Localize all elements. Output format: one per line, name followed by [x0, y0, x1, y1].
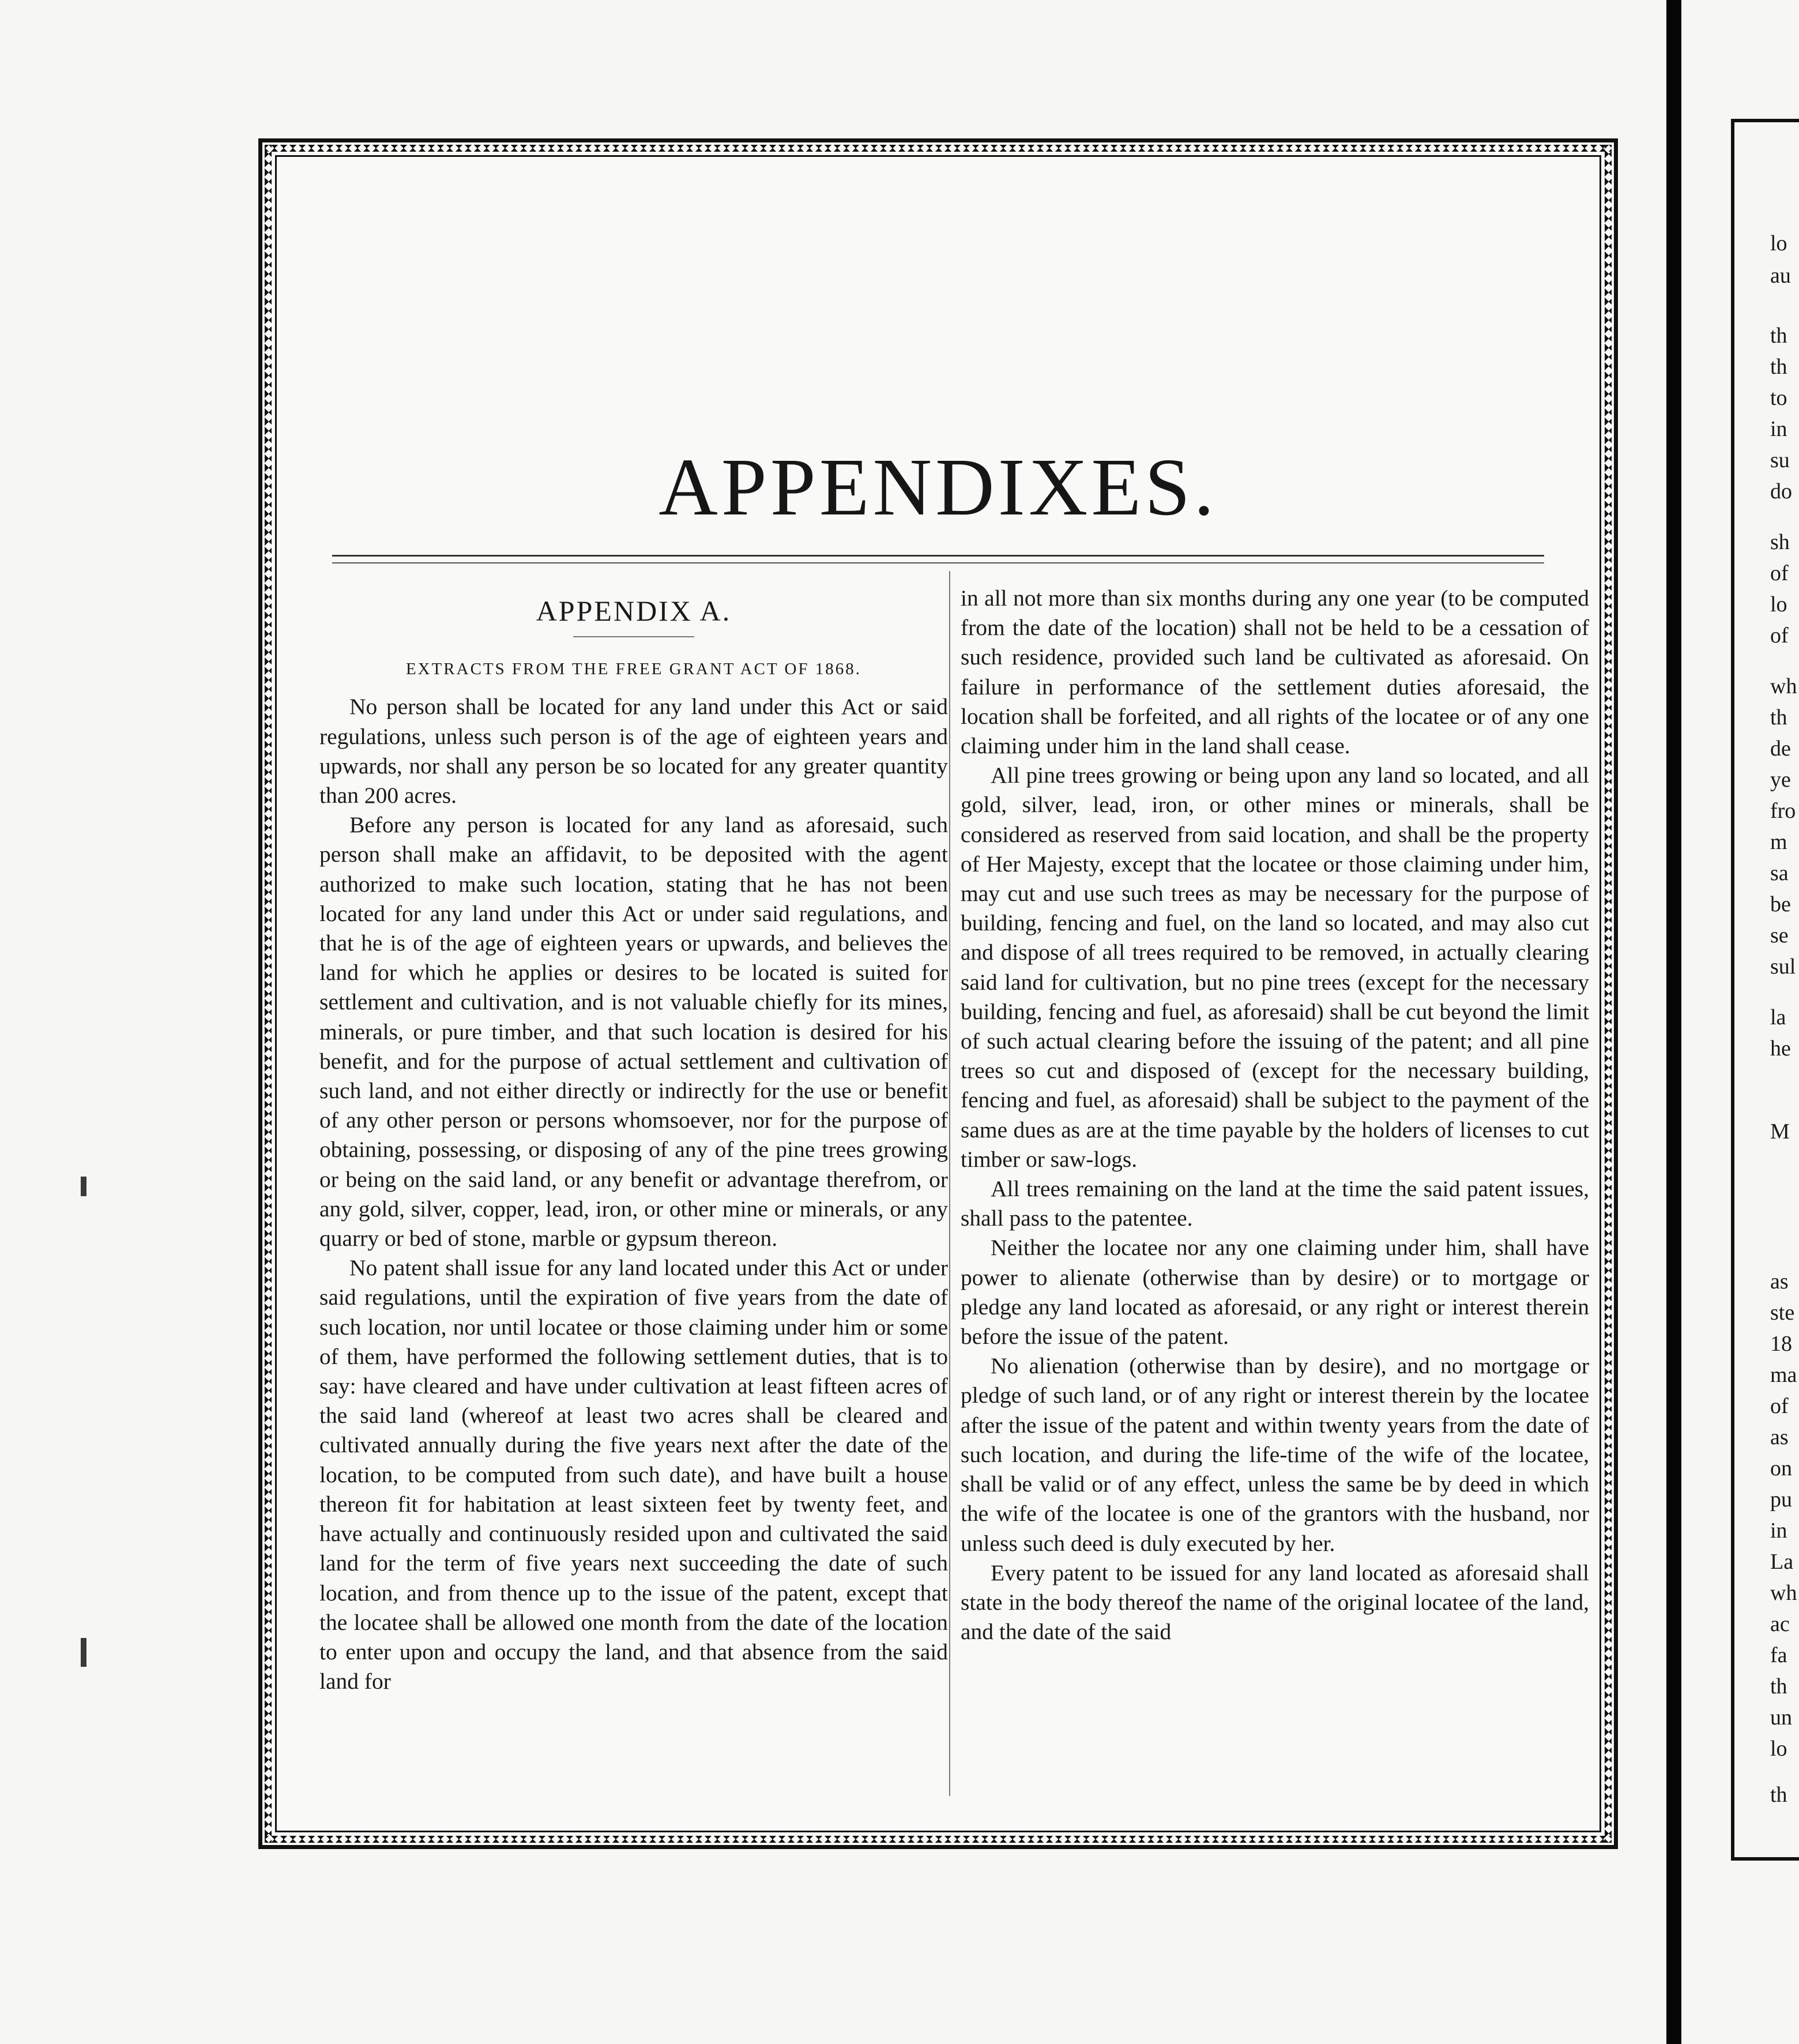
- right-page-fragment: M: [1770, 1119, 1790, 1144]
- right-page-fragment: th: [1770, 1674, 1787, 1699]
- right-page-fragment: au: [1770, 264, 1791, 288]
- right-page-fragment: th: [1770, 705, 1787, 730]
- paragraph: No patent shall issue for any land located under this Act or under said regulations, until the expiration of five years from the date of such location, nor until locatee or those claiming under him or some of them, have performed the following settlement duties, that is to say: have cleared and have under cultivation at least fifteen acres of the said land (whereof at least two acres shall be cleared and cultivated annually during the five years next after the date of the location, to be computed from such date), and have built a house thereon fit for habitation at least sixteen feet by twenty feet, and have actually and continuously resided upon and cultivated the said land for the term of five years next succeeding the date of such location, and from thence up to the issue of the patent, except that the locatee shall be allowed one month from the date of the location to enter upon and occupy the land, and that absence from the said land for: [319, 1255, 948, 1694]
- right-page-fragment: th: [1770, 355, 1787, 379]
- right-page-fragment: La: [1770, 1550, 1794, 1574]
- border-pattern-right: [1605, 145, 1612, 1843]
- appendix-heading: APPENDIX A.: [536, 595, 732, 627]
- paragraph: No alienation (otherwise than by desire), and no mortgage or pledge of such land, or of any right or interest therein by the locatee after the issue of the patent and within twenty years from the date of such location, and during the life-time of the wife of the locatee, shall be valid or of any effect, unless the same be by deed in which the wife of the locatee is one of the grantors with the husband, nor unless such deed is duly executed by her.: [961, 1353, 1589, 1556]
- right-page-fragment: wh: [1770, 1581, 1797, 1605]
- right-page-fragment: of: [1770, 623, 1789, 648]
- page-title: APPENDIXES.: [658, 441, 1218, 533]
- right-page-fragment: pu: [1770, 1487, 1792, 1512]
- border-pattern-bottom: [265, 1836, 1612, 1843]
- paragraph: Every patent to be issued for any land located as aforesaid shall state in the body thereof the name of the original locatee of the land, and the date of the said: [961, 1560, 1589, 1645]
- paragraph: All trees remaining on the land at the time the said patent issues, shall pass to the patentee.: [961, 1176, 1589, 1231]
- right-page-fragment: ma: [1770, 1363, 1797, 1387]
- decorative-page-border: [258, 138, 1618, 1849]
- right-page-fragment: ste: [1770, 1301, 1795, 1325]
- right-page-fragment: be: [1770, 892, 1791, 916]
- paragraph: Neither the locatee nor any one claiming under him, shall have power to alienate (otherwise than by desire) or to mortgage or pledge any land located as aforesaid, or any right or interest therein before the issue of the patent.: [961, 1235, 1589, 1350]
- right-page-fragment: do: [1770, 479, 1792, 504]
- border-pattern-left: [265, 145, 272, 1843]
- right-page-fragment: th: [1770, 324, 1787, 348]
- right-page-fragment: sh: [1770, 530, 1790, 554]
- paragraph: Before any person is located for any land as aforesaid, such person shall make an affidavit, to be deposited with the agent authorized to make such location, stating that he has not been located for any land under this Act or under said regulations, and that he is of the age of eighteen years or upwards, and believes the land for which he applies or desires to be located is suited for settlement and cultivation, and is not valuable chiefly for its mines, minerals, or pure timber, and that such location is desired for his benefit, and for the purpose of actual settlement and cultivation of such land, and not either directly or indirectly for the use or benefit of any other person or persons whomsoever, nor for the purpose of obtaining, possessing, or disposing of any of the pine trees growing or being on the said land, or any benefit or advantage therefrom, or any gold, silver, copper, lead, iron, or other mine or minerals, or any quarry or bed of stone, marble or gypsum thereon.: [319, 812, 948, 1252]
- right-page-fragment: la: [1770, 1005, 1786, 1029]
- right-page-fragment: fro: [1770, 799, 1796, 823]
- right-page: [1681, 0, 1799, 2044]
- right-page-fragment: to: [1770, 386, 1787, 410]
- right-page-fragment: de: [1770, 737, 1791, 761]
- paragraph: in all not more than six months during any one year (to be computed from the date of the location) shall not be held to be a cessation of such residence, provided such land be cultivated as aforesaid. On failure in performance of the settlement duties aforesaid, the location shall be forfeited, and all rights of the locatee or of any one claiming under him in the land shall cease.: [961, 585, 1589, 759]
- right-page-fragment: fa: [1770, 1643, 1787, 1667]
- right-page-fragment: of: [1770, 1394, 1789, 1418]
- paragraph: No person shall be located for any land under this Act or said regulations, unless such person is of the age of eighteen years and upwards, nor shall any person be so located for any greater quantity than 200 acres.: [319, 694, 948, 809]
- right-page-fragment: ye: [1770, 768, 1791, 792]
- right-page-fragment: sul: [1770, 955, 1796, 979]
- binding-mark: [81, 1638, 86, 1667]
- right-page-fragment: su: [1770, 448, 1790, 472]
- right-page-fragment: as: [1770, 1425, 1789, 1449]
- right-page-fragment: he: [1770, 1036, 1791, 1061]
- heading-rule: [573, 636, 694, 637]
- paragraph: All pine trees growing or being upon any land so located, and all gold, silver, lead, iron, or other mines or minerals, shall be considered as reserved from said location, and shall be the property of Her Majesty, except that the locatee or those claiming under him, may cut and use such trees as may be necessary for the purpose of building, fencing and fuel, on the land so located, and may also cut and dispose of all trees required to be removed, in actually clearing said land for cultivation, but no pine trees (except for the necessary building, fencing and fuel, as aforesaid) shall be cut beyond the limit of such actual clearing before the issuing of the patent; and all pine trees so cut and disposed of (except for the necessary building, fencing and fuel, as aforesaid) shall be subject to the payment of the same dues as are at the time payable by the holders of licenses to cut timber or saw-logs.: [961, 762, 1589, 1172]
- right-page-fragment: m: [1770, 830, 1787, 854]
- border-pattern-top: [265, 145, 1612, 152]
- right-page-fragment: lo: [1770, 1737, 1787, 1761]
- right-page-fragment: un: [1770, 1705, 1792, 1730]
- right-page-fragment: as: [1770, 1269, 1789, 1294]
- right-page-fragment: sa: [1770, 861, 1789, 885]
- book-gutter: [1666, 0, 1681, 2044]
- left-column: [319, 584, 948, 1796]
- right-page-fragment: wh: [1770, 674, 1797, 698]
- right-page-fragment: 18: [1770, 1332, 1792, 1356]
- right-page-fragment: th: [1770, 1783, 1787, 1807]
- right-page-fragment: lo: [1770, 231, 1787, 256]
- right-column: [961, 584, 1589, 1796]
- title-rule: [332, 555, 1544, 563]
- right-page-fragment: in: [1770, 1519, 1787, 1543]
- right-page-fragment: se: [1770, 923, 1789, 948]
- binding-mark: [81, 1177, 86, 1196]
- right-page-fragment: ac: [1770, 1612, 1790, 1636]
- inner-frame: [275, 155, 1601, 1832]
- column-divider: [949, 571, 950, 1796]
- right-page-fragment: on: [1770, 1456, 1792, 1481]
- right-page-fragment: of: [1770, 561, 1789, 585]
- right-page-fragment: in: [1770, 417, 1787, 441]
- appendix-subheading: EXTRACTS FROM THE FREE GRANT ACT OF 1868.: [405, 660, 862, 679]
- right-page-fragment: lo: [1770, 592, 1787, 617]
